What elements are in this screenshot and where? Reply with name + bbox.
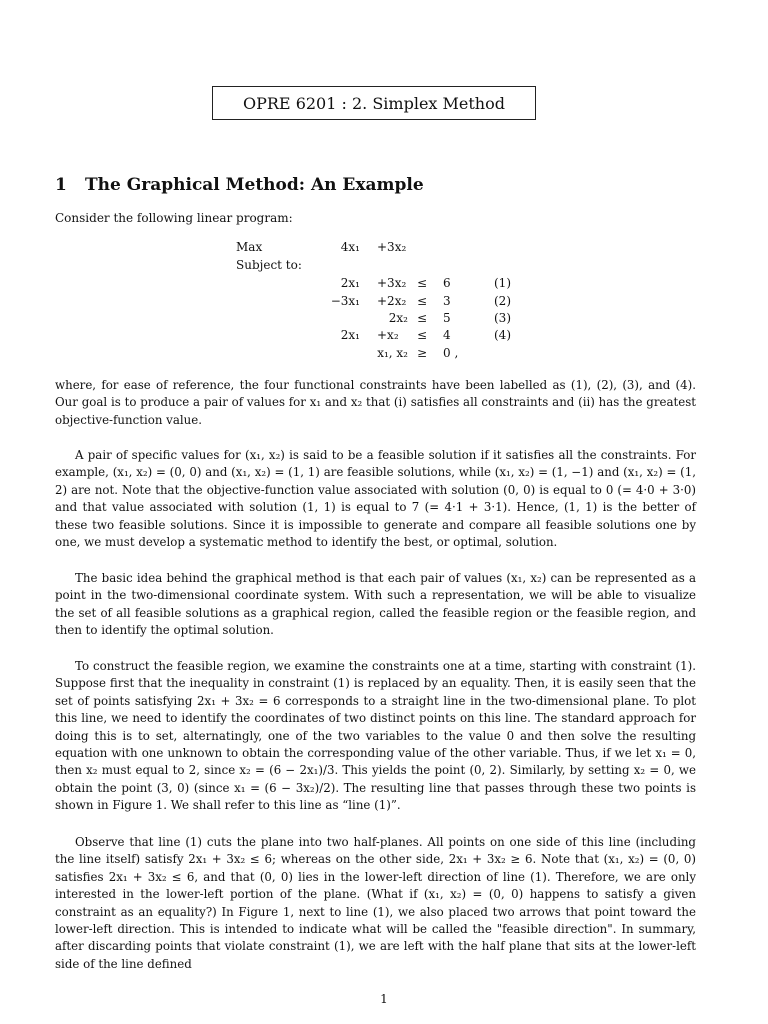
- paragraph-5: Observe that line (1) cuts the plane into two half-planes. All points on one side of this line (including the line itself) satisfy 2x₁ + 3x₂ ≤ 6; whereas on the other side, 2x₁ + 3x₂ ≥ 6. Note that (x₁, x₂) = (0, 0) satisfies 2x₁ + 3x₂ ≤ 6, and that (0, 0) lies in the lower-left direction of line (1). Therefore, we are only interested in the lower-left portion of the plane. (What if (x₁, x₂) = (0, 0) happens to satisfy a given constraint as an equality?) In Figure 1, next to line (1), we also placed two arrows that point toward the lower-left direction. This is intended to indicate what will be called the "feasible direction". In summary, after discarding points that violate constraint (1), we are left with the half plane that sits at the lower-left side of the line defined: [55, 835, 696, 971]
- paragraph-1: where, for ease of reference, the four functional constraints have been labelled as (1), (2), (3), and (4). Our goal is to produce a pair of values for x₁ and x₂ that (i) satisfies all constraints and (ii) has the greatest objective-function value.: [55, 378, 696, 427]
- section-heading: [55, 175, 424, 195]
- constraint-4-b: +x₂: [377, 328, 399, 342]
- objective-term-b: +3x₂: [377, 240, 407, 254]
- constraint-3-rel: ≤: [416, 311, 428, 325]
- constraint-2-rhs: 3: [443, 294, 451, 308]
- constraint-4-rhs: 4: [443, 328, 451, 342]
- nonneg-rhs: 0 ,: [443, 346, 459, 360]
- constraint-2-b: +2x₂: [377, 294, 407, 308]
- intro-text: Consider the following linear program:: [55, 211, 293, 225]
- constraint-1-label: (1): [494, 276, 511, 290]
- constraint-3-label: (3): [494, 311, 511, 325]
- max-label: Max: [236, 240, 263, 254]
- section-title: The Graphical Method: An Example: [85, 175, 424, 195]
- constraint-1-a: 2x₁: [340, 276, 360, 290]
- document-title: OPRE 6201 : 2. Simplex Method: [212, 86, 536, 120]
- paragraph-4: To construct the feasible region, we examine the constraints one at a time, starting with constraint (1). Suppose first that the inequality in constraint (1) is replaced by an equality. Then, it is easily seen that the set of points satisfying 2x₁ + 3x₂ = 6 corresponds to a straight line in the two-dimensional plane. To plot this line, we need to identify the coordinates of two distinct points on this line. The standard approach for doing this is to set, alternatingly, one of the two variables to the value 0 and then solve the resulting equation with one unknown to obtain the corresponding value of the other variable. Thus, if we let x₁ = 0, then x₂ must equal to 2, since x₂ = (6 − 2x₁)/3. This yields the point (0, 2). Similarly, by setting x₂ = 0, we obtain the point (3, 0) (since x₁ = (6 − 3x₂)/2). The resulting line that passes through these two points is shown in Figure 1. We shall refer to this line as “line (1)”.: [55, 659, 696, 813]
- nonneg-rel: ≥: [416, 346, 428, 360]
- section-number: 1: [55, 175, 67, 195]
- paragraph-3: The basic idea behind the graphical method is that each pair of values (x₁, x₂) can be represented as a point in the two-dimensional coordinate system. With such a representation, we will be able to visualize the set of all feasible solutions as a graphical region, called the feasible region or the feasible region, and then to identify the optimal solution.: [55, 571, 696, 638]
- constraint-4-label: (4): [494, 328, 511, 342]
- objective-term-a: 4x₁: [340, 240, 360, 254]
- page-number: 1: [380, 992, 388, 1006]
- subject-to-label: Subject to:: [236, 258, 302, 272]
- constraint-1-rel: ≤: [416, 276, 428, 290]
- constraint-4-rel: ≤: [416, 328, 428, 342]
- paragraph-2: A pair of specific values for (x₁, x₂) is said to be a feasible solution if it satisfies all the constraints. For example, (x₁, x₂) = (0, 0) and (x₁, x₂) = (1, 1) are feasible solutions, while (x₁, x₂) = (1, −1) and (x₁, x₂) = (1, 2) are not. Note that the objective-function value associated with solution (0, 0) is equal to 0 (= 4·0 + 3·0) and that value associated with solution (1, 1) is equal to 7 (= 4·1 + 3·1). Hence, (1, 1) is the better of these two feasible solutions. Since it is impossible to generate and compare all feasible solutions one by one, we must develop a systematic method to identify the best, or optimal, solution.: [55, 448, 696, 550]
- constraint-1-b: +3x₂: [377, 276, 407, 290]
- constraint-2-label: (2): [494, 294, 511, 308]
- nonneg-vars: x₁, x₂: [377, 346, 408, 360]
- constraint-3-rhs: 5: [443, 311, 451, 325]
- constraint-1-rhs: 6: [443, 276, 451, 290]
- constraint-2-rel: ≤: [416, 294, 428, 308]
- constraint-2-a: −3x₁: [330, 294, 360, 308]
- constraint-4-a: 2x₁: [340, 328, 360, 342]
- constraint-3-b: 2x₂: [388, 311, 408, 325]
